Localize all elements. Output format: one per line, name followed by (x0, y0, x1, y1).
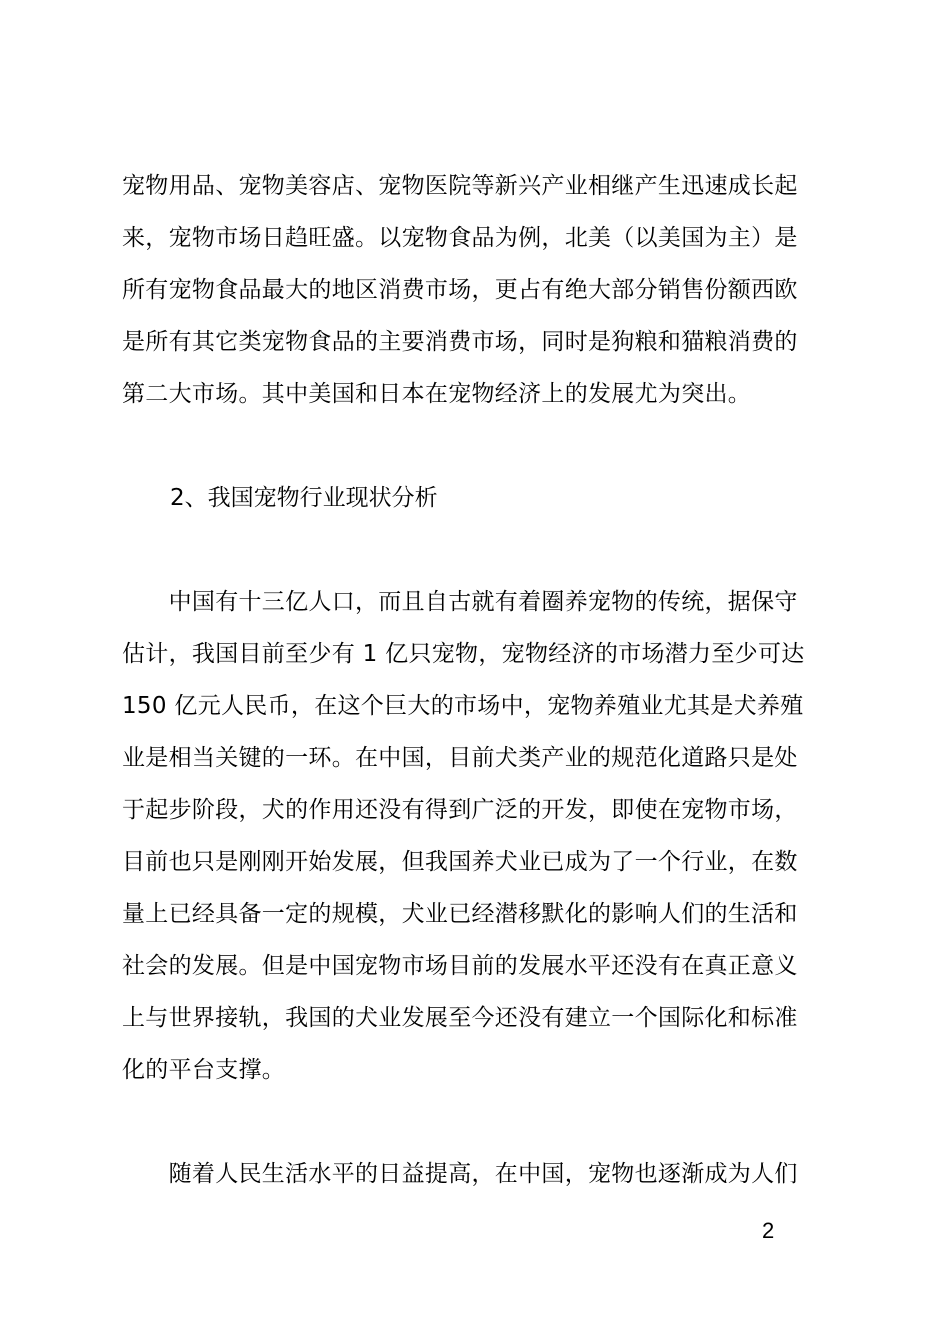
page-number: 2 (762, 1218, 775, 1243)
spacer (122, 1096, 842, 1148)
paragraph-2-line: 化的平台支撑。 (122, 1057, 286, 1083)
paragraph-1-line: 第二大市场。其中美国和日本在宠物经济上的发展尤为突出。 (122, 381, 752, 407)
paragraph-1-line: 来，宠物市场日趋旺盛。以宠物食品为例，北美（以美国为主）是 (122, 225, 798, 251)
paragraph-2-line: 量上已经具备一定的规模，犬业已经潜移默化的影响人们的生活和 (122, 901, 798, 927)
paragraph-2-line: 中国有十三亿人口，而且自古就有着圈养宠物的传统，据保守 (122, 589, 798, 615)
paragraph-2-line: 上与世界接轨，我国的犬业发展至今还没有建立一个国际化和标准 (122, 1005, 798, 1031)
spacer (122, 420, 842, 472)
paragraph-3 (122, 1148, 842, 1200)
paragraph-3-line: 随着人民生活水平的日益提高，在中国，宠物也逐渐成为人们 (122, 1161, 798, 1187)
paragraph-2-line: 150 亿元人民币，在这个巨大的市场中，宠物养殖业尤其是犬养殖 (122, 693, 804, 719)
section-heading: 2、我国宠物行业现状分析 (170, 485, 438, 511)
paragraph-2-line: 于起步阶段，犬的作用还没有得到广泛的开发，即使在宠物市场， (122, 797, 798, 823)
document-body (122, 160, 842, 1200)
paragraph-1-line: 是所有其它类宠物食品的主要消费市场，同时是狗粮和猫粮消费的 (122, 329, 798, 355)
paragraph-2-line: 业是相当关键的一环。在中国，目前犬类产业的规范化道路只是处 (122, 745, 798, 771)
paragraph-2-line: 社会的发展。但是中国宠物市场目前的发展水平还没有在真正意义 (122, 953, 798, 979)
paragraph-1 (122, 160, 842, 420)
paragraph-2-line: 估计，我国目前至少有 1 亿只宠物，宠物经济的市场潜力至少可达 (122, 641, 805, 667)
paragraph-1-line: 宠物用品、宠物美容店、宠物医院等新兴产业相继产生迅速成长起 (122, 173, 798, 199)
paragraph-2-line: 目前也只是刚刚开始发展，但我国养犬业已成为了一个行业，在数 (122, 849, 798, 875)
paragraph-1-line: 所有宠物食品最大的地区消费市场，更占有绝大部分销售份额西欧 (122, 277, 798, 303)
spacer (122, 524, 842, 576)
paragraph-2 (122, 576, 842, 1096)
